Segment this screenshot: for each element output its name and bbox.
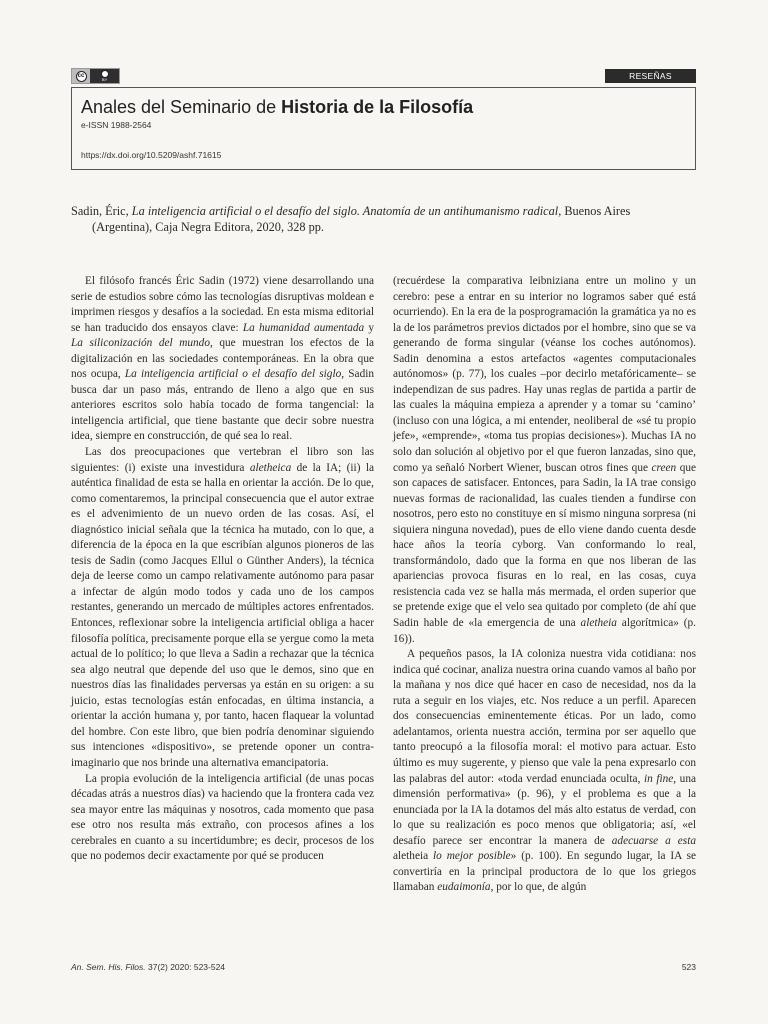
italic-run: aletheia xyxy=(580,617,617,630)
paragraph xyxy=(393,647,696,896)
italic-run: adecuarse a esta xyxy=(611,834,696,847)
doi-link[interactable]: https://dx.doi.org/10.5209/ashf.71615 xyxy=(81,150,222,160)
book-reference xyxy=(71,203,697,235)
text-run: algorítmica» (p. 16)). xyxy=(393,617,696,645)
journal-title xyxy=(81,97,473,118)
cc-circle-icon: cc xyxy=(76,71,87,82)
text-run: , una dimensión performativa» (p. 96), y el problema es que a la enunciada por la IA la dotamos del más alto estatus de verdad, con lo que su realización es poco menos que obligatoria; así, «el desafío parece ser encontrar la manera de xyxy=(393,772,696,847)
journal-title-bold: Historia de la Filosofía xyxy=(281,97,474,117)
text-run: que son capaces de satisfacer. Entonces, para Sadin, la IA trae consigo nuevas formas de racionalidad, las cuales tienden a fundirse con nosotros, pero esto no constituye en sí mismo ninguna sorpresa (ni siquiera ninguna novedad), pues de ello viene dando cuenta desde hace años la teoría cyborg. Van conformando lo real, transformándolo, dado que la forma en que nos liberan de las apariencias provoca fisuras en lo real, en las cosas, cuya resistencia cada vez se halla más mermada, el orden superior que se pretende exige que el velo sea quitado por completo (de ahí que Sadin hable de «la emergencia de una xyxy=(393,461,697,630)
text-run: de la IA; (ii) la auténtica finalidad de esta se halla en orientar la acción. De lo que, como comentaremos, la principal consecuencia que el autor extrae es el advenimiento de un nuevo orden de las cosas. Así, el diagnóstico inicial señala que la técnica ha mutado, con lo que, a diferencia de la época en la que escribían algunos pioneros de las tesis de Sadin (como Jacques Ellul o Günther Anders), la técnica deja de leerse como un campo relativamente autónomo para pasar a infectar de algún modo todos y cada uno de los campos restantes, generando un mercado de múltiples actores enfrentados. Entonces, reflexionar sobre la inteligencia artificial obliga a hacer filosofía política, precisamente porque ella se yergue como la meta actual de lo político; lo que lleva a Sadin a rechazar que la técnica sea algo neutral que depende del uso que le demos, sino que en nuestros días las finalidades perversas ya están en su origen: a su juicio, estas tecnologías están enfocadas, en última instancia, a orientar la acción humana y, por tanto, hacen flaquear la voluntad del hombre. Con este libro, que bien podría denominar siguiendo sus intenciones «dispositivo», se pretende oponer un contra-imaginario que nos brinde una alternativa emancipatoria. xyxy=(71,461,375,769)
footer-citation xyxy=(71,962,225,972)
text-run: El filósofo francés Éric Sadin (1972) viene desarrollando una serie de estudios sobre cómo las tecnologías disruptivas moldean e imprimen riesgos y desafíos a la sociedad. En esta misma editorial se han traducido dos ensayos clave: xyxy=(71,275,374,334)
right-column xyxy=(393,274,696,896)
text-run: , Sadin busca dar un paso más, entrando de lleno a algo que en sus anteriores escritos solo había tocado de forma tangencial: la inteligencia artificial, que tiene bastante que decir sobre nuestra idea, siempre en construcción, de qué sea lo real. xyxy=(71,368,374,443)
journal-header-box xyxy=(71,87,696,170)
paragraph xyxy=(71,772,374,865)
journal-abbreviation: An. Sem. His. Filos. xyxy=(71,962,146,972)
reference-author: Sadin, Éric, xyxy=(71,204,132,218)
paragraph xyxy=(393,274,696,647)
text-run: , por lo que, de algún xyxy=(490,881,587,894)
reference-publisher-1: , Buenos Aires xyxy=(558,204,631,218)
by-label: BY xyxy=(101,77,108,82)
paragraph xyxy=(71,274,374,445)
journal-issn: e-ISSN 1988-2564 xyxy=(81,120,152,130)
italic-run: lo mejor posible xyxy=(433,850,511,863)
text-run: La propia evolución de la inteligencia artificial (de unas pocas décadas atrás a nuestros días) va haciendo que la frontera cada vez sea mayor entre las máquinas y nosotros, cada momento que pasa ese otro nos resulta más extraño, con procesos afines a los cerebrales en cuanto a su incertidumbre; es decir, procesos de los que no podemos decir exactamente por qué se producen xyxy=(71,772,374,863)
reference-line-2: (Argentina), Caja Negra Editora, 2020, 328 pp. xyxy=(92,220,324,234)
footer-volume: 37(2) 2020: 523-524 xyxy=(145,962,226,972)
left-column xyxy=(71,274,374,865)
paragraph xyxy=(71,445,374,771)
text-run: Las dos preocupaciones que vertebran el libro son las siguientes: (i) existe una investidura xyxy=(71,446,374,474)
italic-run: La siliconización del mundo xyxy=(71,337,210,350)
italic-run: creen xyxy=(651,461,677,474)
italic-run: eudaimonía xyxy=(437,881,491,894)
section-tag: RESEÑAS xyxy=(605,69,696,83)
journal-title-regular: Anales del Seminario de xyxy=(81,97,282,117)
italic-run: aletheica xyxy=(249,461,292,474)
text-run: » (p. 100). En segundo lugar, la IA se convertiría en la principal productora de lo que los griegos llamaban xyxy=(393,850,697,894)
italic-run: La humanidad aumentada xyxy=(242,321,365,334)
text-run: , que muestran los efectos de la digitalización en las sociedades contemporáneas. En la obra que nos ocupa, xyxy=(71,337,374,381)
text-run: (recuérdese la comparativa leibniziana entre un molino y un cerebro: pese a entrar en su interior no logramos saber qué está ocurriendo). En la era de la posprogramación la gramática ya no es la de los parámetros previos dictados por el hombre, sino que se va generando de forma singular (véanse los coches autónomos). Sadin denomina a estos artefactos «agentes computacionales autónomos» (p. 77), los cuales –por decirlo metafóricamente– se independizan de sus padres. Hay unas reglas de partida a partir de las cuales la máquina empieza a aprender y a tomar su ‘camino’ (incluso con una lógica, a mi entender, neoliberal de «sé tu propio jefe», «emprende», «toma tus propias decisiones»). Muchas IA no solo dan solución al objetivo por el que fueron lanzadas, sino que, como ya señaló Norbert Wiener, buscan otros fines que xyxy=(393,275,696,474)
page-number: 523 xyxy=(681,962,696,972)
italic-run: in fine xyxy=(643,772,674,785)
by-icon xyxy=(90,70,119,82)
text-run: A pequeños pasos, la IA coloniza nuestra vida cotidiana: nos indica qué cocinar, analiza nuestra orina cuando vamos al baño por la mañana y nos dice qué hacer en caso de necesidad, nos da la ruta a seguir en los viajes, etc. Nos reduce a un perfil. Aparecen dos consecuencias eminentemente éticas. Por un lado, como adelantamos, orienta nuestra acción, termina por ser aquello que tanto preocupó a la filosofía moral: el motivo para actuar. Esto último es muy sugerente, y pienso que vale la pena expresarlo con las palabras del autor: «toda verdad enunciada oculta, xyxy=(393,648,696,785)
text-run: y xyxy=(364,321,374,334)
cc-by-license-badge[interactable] xyxy=(71,68,120,84)
text-run: aletheia xyxy=(393,850,434,863)
italic-run: La inteligencia artificial o el desafío del siglo xyxy=(124,368,342,381)
reference-line-1 xyxy=(71,203,697,219)
reference-book-title: La inteligencia artificial o el desafío del siglo. Anatomía de un antihumanismo radical xyxy=(131,204,559,218)
cc-icon xyxy=(72,69,90,83)
